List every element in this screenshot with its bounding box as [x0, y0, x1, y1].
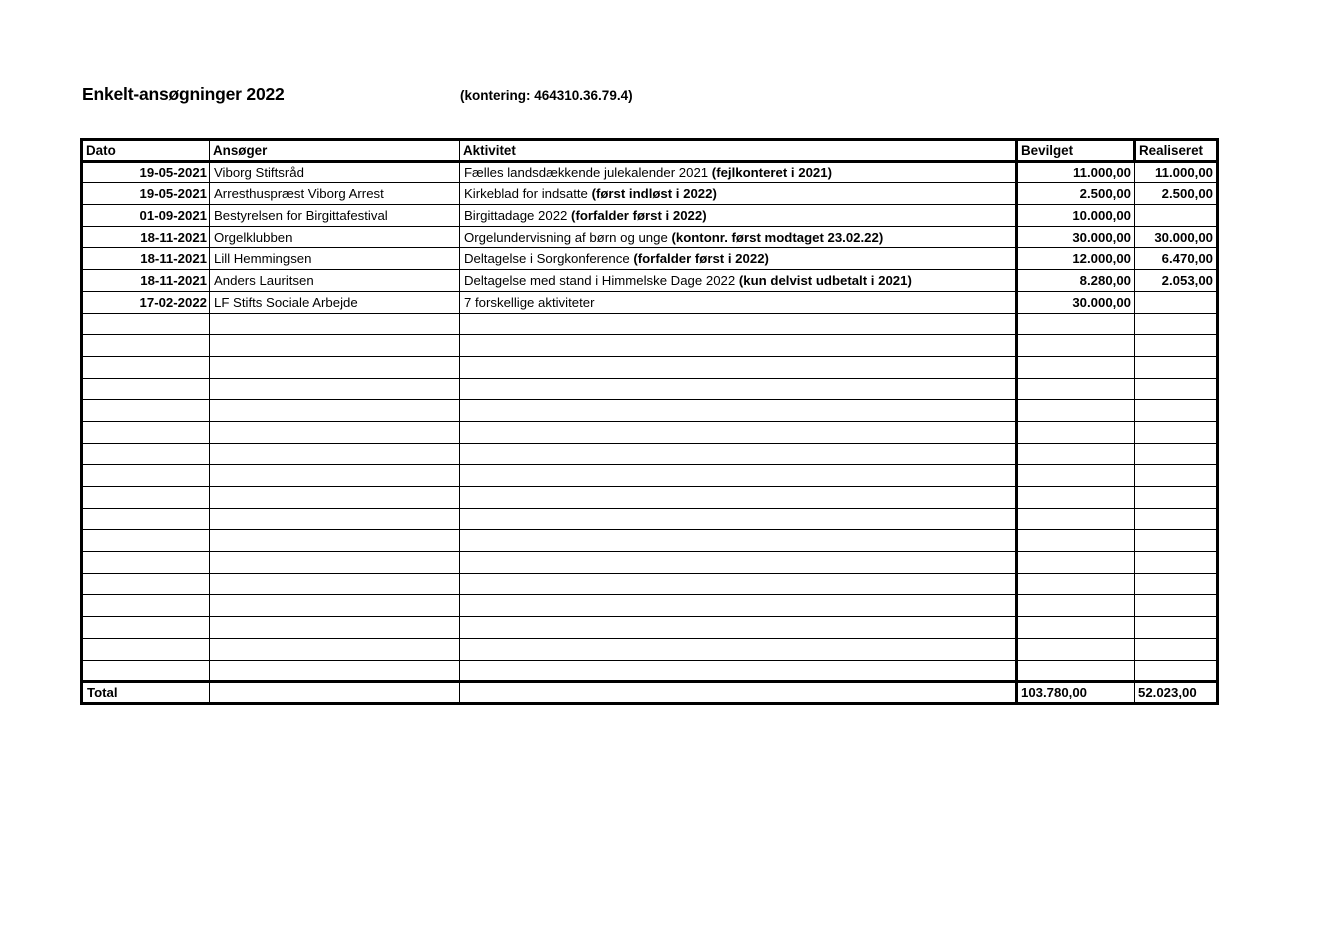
- cell-empty: [210, 508, 460, 530]
- cell-empty: [210, 552, 460, 574]
- cell-ansoger: Bestyrelsen for Birgittafestival: [210, 205, 460, 227]
- cell-empty: [460, 508, 1017, 530]
- aktivitet-note: (først indløst i 2022): [591, 186, 717, 202]
- cell-empty: [1017, 443, 1135, 465]
- cell-empty: [1135, 660, 1218, 682]
- cell-empty: [82, 595, 210, 617]
- cell-empty: [460, 400, 1017, 422]
- cell-empty: [210, 573, 460, 595]
- cell-empty: [1135, 335, 1218, 357]
- table-row: [82, 270, 1218, 292]
- table-row-empty: [82, 617, 1218, 639]
- cell-realiseret: [1135, 205, 1218, 227]
- cell-empty: [1135, 443, 1218, 465]
- cell-empty: [210, 595, 460, 617]
- cell-dato: 18-11-2021: [82, 248, 210, 270]
- total-bevilget: 103.780,00: [1017, 682, 1135, 704]
- cell-realiseret: 6.470,00: [1135, 248, 1218, 270]
- column-header-realiseret: Realiseret: [1135, 140, 1218, 162]
- grants-table: [80, 138, 1219, 705]
- table-row: [82, 183, 1218, 205]
- cell-empty: [1135, 421, 1218, 443]
- cell-dato: 19-05-2021: [82, 161, 210, 183]
- cell-empty: [460, 552, 1017, 574]
- cell-empty: [82, 356, 210, 378]
- cell-bevilget: 8.280,00: [1017, 270, 1135, 292]
- cell-bevilget: 30.000,00: [1017, 226, 1135, 248]
- cell-empty: [1135, 552, 1218, 574]
- cell-empty: [82, 573, 210, 595]
- account-code-subtitle: (kontering: 464310.36.79.4): [460, 88, 633, 103]
- cell-realiseret: 2.500,00: [1135, 183, 1218, 205]
- column-header-bevilget: Bevilget: [1017, 140, 1135, 162]
- table-row: [82, 248, 1218, 270]
- total-aktivitet: [460, 682, 1017, 704]
- table-row: [82, 291, 1218, 313]
- cell-aktivitet: [460, 248, 1017, 270]
- cell-bevilget: 11.000,00: [1017, 161, 1135, 183]
- cell-ansoger: Viborg Stiftsråd: [210, 161, 460, 183]
- cell-empty: [1135, 400, 1218, 422]
- total-row: [82, 682, 1218, 704]
- column-header-ansoger: Ansøger: [210, 140, 460, 162]
- table-row-empty: [82, 313, 1218, 335]
- cell-empty: [210, 421, 460, 443]
- cell-empty: [210, 400, 460, 422]
- cell-empty: [460, 335, 1017, 357]
- table-row-empty: [82, 508, 1218, 530]
- table-row-empty: [82, 573, 1218, 595]
- cell-empty: [210, 378, 460, 400]
- cell-bevilget: 12.000,00: [1017, 248, 1135, 270]
- cell-ansoger: Lill Hemmingsen: [210, 248, 460, 270]
- cell-empty: [1017, 356, 1135, 378]
- table-row-empty: [82, 443, 1218, 465]
- cell-aktivitet: [460, 270, 1017, 292]
- cell-empty: [82, 465, 210, 487]
- cell-empty: [82, 378, 210, 400]
- cell-empty: [460, 660, 1017, 682]
- cell-empty: [1017, 421, 1135, 443]
- cell-empty: [210, 443, 460, 465]
- table-row-empty: [82, 530, 1218, 552]
- cell-empty: [460, 378, 1017, 400]
- cell-empty: [82, 421, 210, 443]
- cell-empty: [460, 421, 1017, 443]
- cell-empty: [82, 552, 210, 574]
- cell-empty: [82, 313, 210, 335]
- table-row-empty: [82, 487, 1218, 509]
- table-row-empty: [82, 595, 1218, 617]
- cell-empty: [82, 638, 210, 660]
- cell-empty: [210, 660, 460, 682]
- cell-empty: [1017, 508, 1135, 530]
- cell-empty: [1017, 552, 1135, 574]
- cell-empty: [460, 595, 1017, 617]
- table-header: [82, 140, 1218, 162]
- cell-aktivitet: [460, 205, 1017, 227]
- cell-empty: [1135, 638, 1218, 660]
- cell-aktivitet: [460, 291, 1017, 313]
- cell-dato: 18-11-2021: [82, 270, 210, 292]
- aktivitet-note: (fejlkonteret i 2021): [711, 165, 832, 181]
- cell-ansoger: LF Stifts Sociale Arbejde: [210, 291, 460, 313]
- cell-empty: [1135, 313, 1218, 335]
- table-row-empty: [82, 400, 1218, 422]
- cell-empty: [1135, 595, 1218, 617]
- cell-empty: [1017, 573, 1135, 595]
- cell-empty: [210, 530, 460, 552]
- aktivitet-text: 7 forskellige aktiviteter: [464, 294, 595, 310]
- table-row-empty: [82, 335, 1218, 357]
- cell-dato: 01-09-2021: [82, 205, 210, 227]
- cell-empty: [1135, 573, 1218, 595]
- cell-bevilget: 2.500,00: [1017, 183, 1135, 205]
- aktivitet-text: Orgelundervisning af børn og unge: [464, 229, 672, 245]
- cell-empty: [460, 465, 1017, 487]
- cell-bevilget: 30.000,00: [1017, 291, 1135, 313]
- cell-dato: 18-11-2021: [82, 226, 210, 248]
- cell-empty: [460, 356, 1017, 378]
- cell-empty: [1135, 465, 1218, 487]
- cell-empty: [82, 530, 210, 552]
- cell-empty: [210, 356, 460, 378]
- cell-dato: 17-02-2022: [82, 291, 210, 313]
- table-row-empty: [82, 356, 1218, 378]
- cell-empty: [1017, 530, 1135, 552]
- aktivitet-text: Birgittadage 2022: [464, 207, 572, 223]
- table-header-row: [82, 140, 1218, 162]
- table-row: [82, 226, 1218, 248]
- cell-empty: [1017, 313, 1135, 335]
- total-realiseret: 52.023,00: [1135, 682, 1218, 704]
- cell-empty: [82, 508, 210, 530]
- cell-empty: [460, 573, 1017, 595]
- cell-aktivitet: [460, 183, 1017, 205]
- aktivitet-text: Fælles landsdækkende julekalender 2021: [464, 165, 712, 181]
- cell-empty: [1017, 487, 1135, 509]
- cell-empty: [1017, 400, 1135, 422]
- cell-empty: [1017, 660, 1135, 682]
- total-label: Total: [82, 682, 210, 704]
- cell-empty: [82, 443, 210, 465]
- cell-bevilget: 10.000,00: [1017, 205, 1135, 227]
- aktivitet-text: Deltagelse med stand i Himmelske Dage 2022: [464, 272, 739, 288]
- cell-empty: [82, 617, 210, 639]
- page-title: Enkelt-ansøgninger 2022: [82, 84, 285, 104]
- aktivitet-note: (forfalder først i 2022): [633, 251, 769, 267]
- table-row-empty: [82, 421, 1218, 443]
- cell-aktivitet: [460, 161, 1017, 183]
- cell-empty: [1017, 638, 1135, 660]
- cell-realiseret: 30.000,00: [1135, 226, 1218, 248]
- column-header-aktivitet: Aktivitet: [460, 140, 1017, 162]
- cell-realiseret: [1135, 291, 1218, 313]
- table-row: [82, 161, 1218, 183]
- aktivitet-text: Kirkeblad for indsatte: [464, 186, 592, 202]
- cell-empty: [1017, 595, 1135, 617]
- cell-empty: [210, 638, 460, 660]
- table-row-empty: [82, 465, 1218, 487]
- cell-empty: [460, 617, 1017, 639]
- table-row-empty: [82, 638, 1218, 660]
- cell-empty: [460, 638, 1017, 660]
- cell-empty: [1135, 378, 1218, 400]
- cell-empty: [210, 465, 460, 487]
- cell-realiseret: 11.000,00: [1135, 161, 1218, 183]
- cell-empty: [1135, 617, 1218, 639]
- cell-empty: [1017, 378, 1135, 400]
- cell-empty: [82, 487, 210, 509]
- cell-empty: [460, 313, 1017, 335]
- cell-dato: 19-05-2021: [82, 183, 210, 205]
- cell-empty: [1135, 356, 1218, 378]
- cell-realiseret: 2.053,00: [1135, 270, 1218, 292]
- table-row-empty: [82, 552, 1218, 574]
- table-body: [82, 161, 1218, 682]
- table-footer: [82, 682, 1218, 704]
- cell-empty: [460, 530, 1017, 552]
- cell-empty: [1135, 487, 1218, 509]
- cell-ansoger: Orgelklubben: [210, 226, 460, 248]
- cell-empty: [460, 487, 1017, 509]
- cell-empty: [460, 443, 1017, 465]
- title-block: [82, 84, 1222, 114]
- aktivitet-text: Deltagelse i Sorgkonference: [464, 251, 634, 267]
- cell-ansoger: Arresthuspræst Viborg Arrest: [210, 183, 460, 205]
- total-ansoger: [210, 682, 460, 704]
- cell-ansoger: Anders Lauritsen: [210, 270, 460, 292]
- aktivitet-note: (kun delvist udbetalt i 2021): [738, 272, 912, 288]
- cell-aktivitet: [460, 226, 1017, 248]
- cell-empty: [210, 487, 460, 509]
- table-row-empty: [82, 378, 1218, 400]
- cell-empty: [210, 617, 460, 639]
- cell-empty: [210, 313, 460, 335]
- cell-empty: [1017, 335, 1135, 357]
- aktivitet-note: (forfalder først i 2022): [571, 207, 707, 223]
- cell-empty: [82, 400, 210, 422]
- cell-empty: [1017, 617, 1135, 639]
- cell-empty: [1135, 530, 1218, 552]
- cell-empty: [82, 660, 210, 682]
- table-row: [82, 205, 1218, 227]
- cell-empty: [82, 335, 210, 357]
- cell-empty: [210, 335, 460, 357]
- cell-empty: [1135, 508, 1218, 530]
- cell-empty: [1017, 465, 1135, 487]
- table-row-empty: [82, 660, 1218, 682]
- aktivitet-note: (kontonr. først modtaget 23.02.22): [671, 229, 884, 245]
- column-header-dato: Dato: [82, 140, 210, 162]
